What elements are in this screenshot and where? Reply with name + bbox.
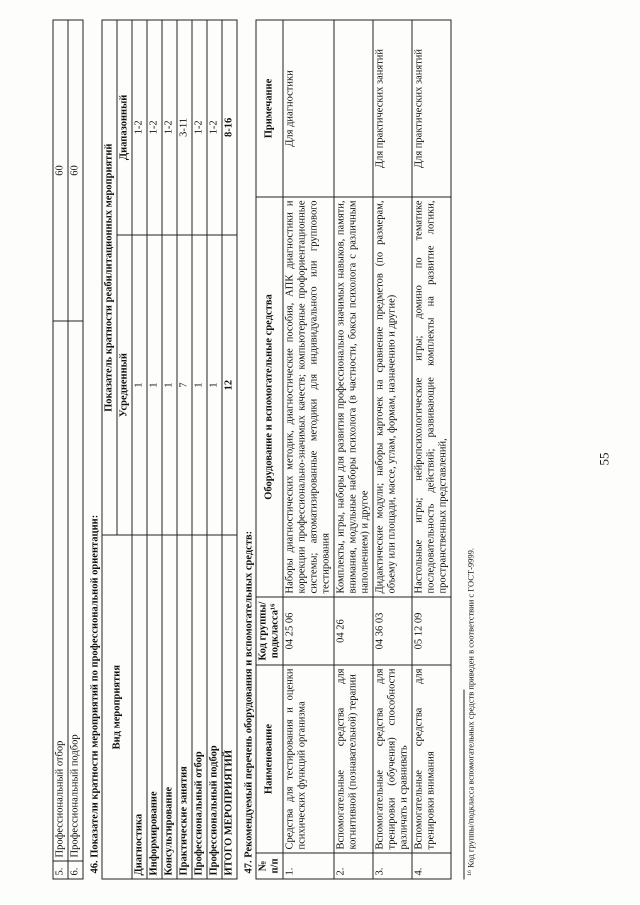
row-code: 05 12 09: [412, 597, 451, 665]
col-header-avg: Усредненный: [117, 234, 132, 535]
activity-name: Диагностика: [132, 535, 147, 879]
activity-range: 1-2: [192, 20, 207, 235]
activity-range: 3-11: [177, 20, 192, 235]
table-row: [68, 20, 83, 879]
table-row: [53, 20, 68, 879]
row-name: Вспомогательные средства для когнитивной (познавательной) терапии: [334, 665, 373, 853]
table-row: [162, 20, 177, 879]
row-name: Профессиональный отбор: [53, 321, 68, 861]
table-row: [373, 20, 412, 879]
row-number: 2.: [334, 853, 373, 879]
row-name: Профессиональный подбор: [68, 321, 83, 861]
row-name: Средства для тестирования и оценки психических функций организма: [283, 665, 334, 853]
row-value: 60: [53, 20, 68, 321]
activity-name: Профессиональный отбор: [192, 535, 207, 879]
activity-name: Консультирование: [162, 535, 177, 879]
table-row: [177, 20, 192, 879]
col-header-num: № п/п: [256, 853, 283, 879]
table-header-row: [102, 20, 117, 879]
row-number: 3.: [373, 853, 412, 879]
row-number: 6.: [68, 861, 83, 879]
row-code: 04 25 06: [283, 597, 334, 665]
table-row: [132, 20, 147, 879]
page-content: [52, 19, 475, 879]
row-equipment: Наборы диагностических методик, диагностические пособия, АПК диагностики и коррекции профессионально-значимых качеств; компьютерные профориентационные системы; автоматизированные методики для индивидуального или группового тестирования: [283, 197, 334, 597]
row-number: 1.: [283, 853, 334, 879]
total-name: ИТОГО МЕРОПРИЯТИЙ: [222, 535, 237, 879]
total-range: 8-16: [222, 20, 237, 235]
activity-avg: 1: [207, 234, 222, 535]
row-name: Вспомогательные средства для тренировки внимания: [412, 665, 451, 853]
equipment-table: [255, 19, 451, 879]
activity-range: 1-2: [132, 20, 147, 235]
footnote-separator: [463, 689, 464, 879]
activity-range: 1-2: [207, 20, 222, 235]
row-note: Для диагностики: [283, 20, 334, 197]
row-code: 04 36 03: [373, 597, 412, 665]
row-note: Для практических занятий: [373, 20, 412, 197]
activity-name: Профессиональный подбор: [207, 535, 222, 879]
table-row: [283, 20, 334, 879]
activity-range: 1-2: [162, 20, 177, 235]
table-row: [412, 20, 451, 879]
activity-avg: 1: [162, 234, 177, 535]
section-46-heading: 46. Показатели кратности мероприятий по профессиональной ориентации:: [89, 514, 100, 873]
table-row: [207, 20, 222, 879]
row-number: 5.: [53, 861, 68, 879]
multiplicity-table: [101, 19, 237, 879]
table-continuation: [52, 19, 83, 879]
row-number: 4.: [412, 853, 451, 879]
activity-avg: 1: [192, 234, 207, 535]
activity-avg: 1: [147, 234, 162, 535]
col-header-code: Код группы/ подкласса¹⁶: [256, 597, 283, 665]
col-header-group: Показатель кратности реабилитационных мероприятий: [102, 20, 117, 535]
activity-name: Информирование: [147, 535, 162, 879]
page-number: 55: [596, 452, 611, 465]
table-header-row: [256, 20, 283, 879]
section-47-heading: 47. Рекомендуемый перечень оборудования и вспомогательных средств:: [243, 530, 254, 873]
row-equipment: Комплекты, игры, наборы для развития профессионально значимых навыков, памяти, внимания, модульные наборы психолога (в частности, боксы психолога с различным наполнением) и другое: [334, 197, 373, 597]
activity-name: Практические занятия: [177, 535, 192, 879]
row-equipment: Настольные игры; нейропсихологические игры; домино по тематике последовательность действий; развивающие комплекты на развитие логики, пространственных представлений,: [412, 197, 451, 597]
footnote: ¹⁶ Код группы/подкласса вспомогательных средств приведен в соответствии с ГОСТ-9999.: [465, 547, 475, 875]
activity-range: 1-2: [147, 20, 162, 235]
col-header-note: Примечание: [256, 20, 283, 197]
col-header-name: Наименование: [256, 665, 283, 853]
row-value: 60: [68, 20, 83, 321]
table-row: [192, 20, 207, 879]
activity-avg: 7: [177, 234, 192, 535]
row-name: Вспомогательные средства для тренировки (обучения) способности различать и сравнивать: [373, 665, 412, 853]
table-row: [334, 20, 373, 879]
row-equipment: Дидактические модули; наборы карточек на сравнение предметов (по размерам, объему или площади, массе, углам, формам, назначению и другие): [373, 197, 412, 597]
activity-avg: 1: [132, 234, 147, 535]
col-header-range: Диапазонный: [117, 20, 132, 235]
table-total-row: [222, 20, 237, 879]
col-header-type: Вид мероприятия: [102, 535, 132, 879]
row-code: 04 26: [334, 597, 373, 665]
table-row: [147, 20, 162, 879]
row-note: [334, 20, 373, 197]
total-avg: 12: [222, 234, 237, 535]
row-note: Для практических занятий: [412, 20, 451, 197]
col-header-equipment: Оборудование и вспомогательные средства: [256, 197, 283, 597]
